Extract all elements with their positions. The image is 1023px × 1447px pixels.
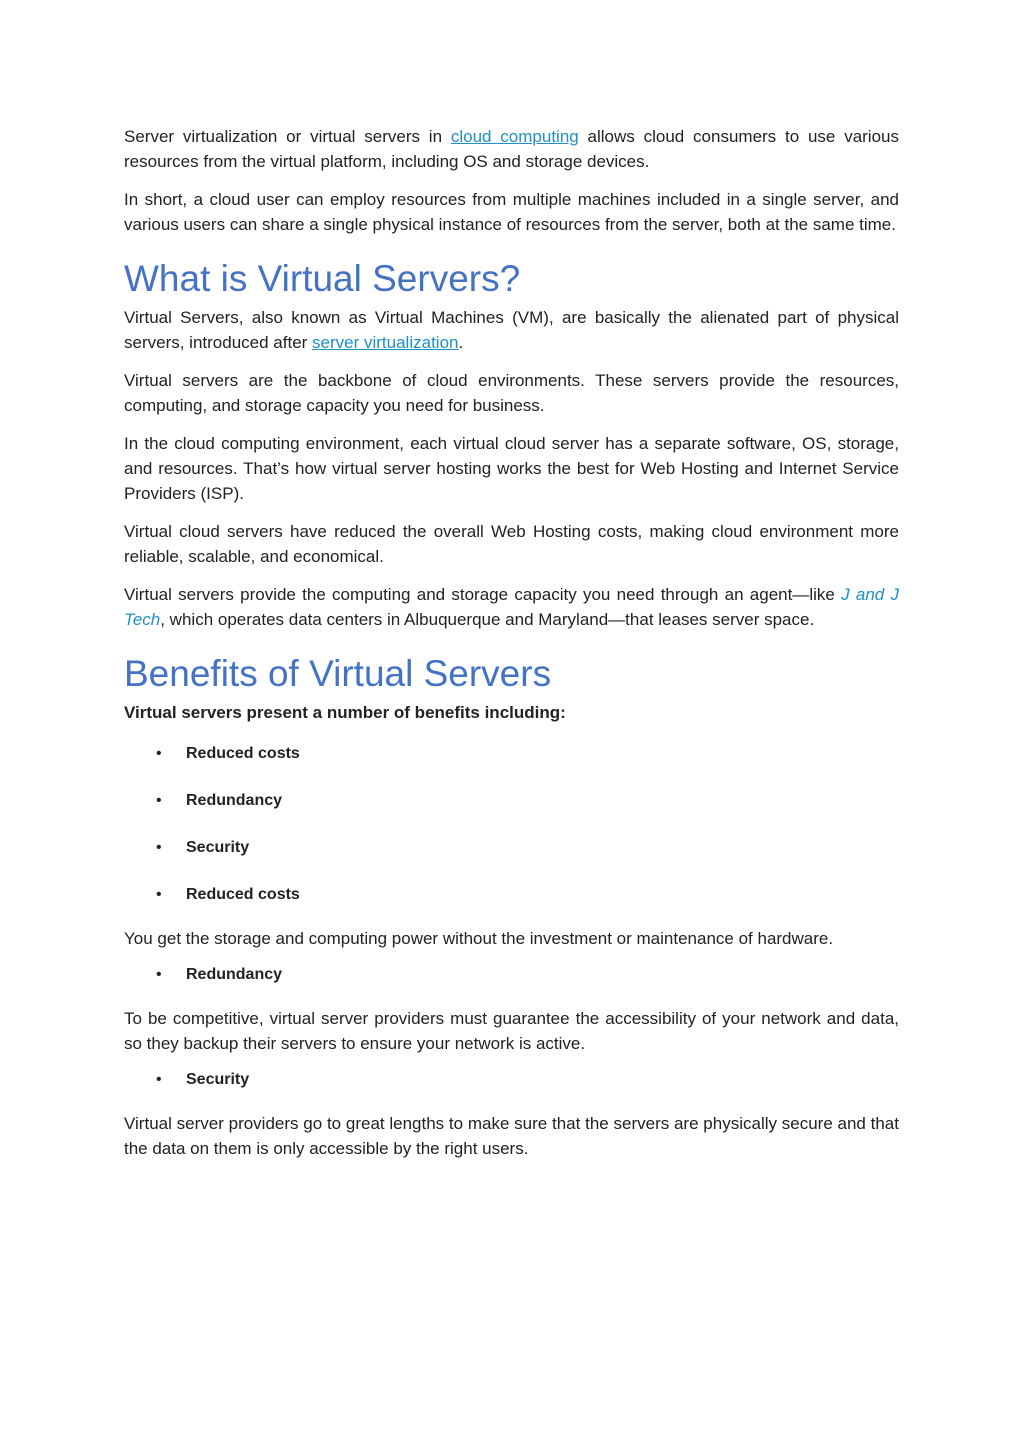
benefits-intro: Virtual servers present a number of benefits including: [124,703,566,722]
list-item [124,743,899,765]
bullet-icon: • [156,966,162,983]
server-virtualization-link[interactable]: server virtualization [312,333,459,352]
section1-paragraph-1 [124,305,899,355]
bullet-icon: • [156,839,162,856]
bullet-icon: • [156,745,162,762]
security-list [124,1069,899,1091]
text-span: Virtual servers provide the computing and storage capacity you need through an agent—like [124,585,842,604]
text-span: , which operates data centers in Albuquerque and Maryland—that leases server space. [160,610,815,629]
list-item [124,964,899,986]
intro-paragraph-2: In short, a cloud user can employ resources from multiple machines included in a single server, and various users can share a single physical instance of resources from the server, both at the same time. [124,190,899,234]
section-heading-what-is: What is Virtual Servers? [124,258,521,299]
text-span: allows cloud consumers to use various resources from the virtual platform, including OS and storage devices. [124,127,899,171]
list-item [124,837,899,859]
list-item-label: Reduced costs [186,745,300,762]
intro-paragraph-1 [124,124,899,174]
section1-paragraph-5 [124,582,899,632]
cloud-computing-link[interactable]: cloud computing [450,127,579,146]
bullet-icon: • [156,1071,162,1088]
section1-paragraph-2: Virtual servers are the backbone of cloud environments. These servers provide the resources, computing, and storage capacity you need for business. [124,371,899,415]
bullet-icon: • [156,886,162,903]
text-span: . [458,333,464,352]
section1-paragraph-3: In the cloud computing environment, each virtual cloud server has a separate software, OS, storage, and resources. That’s how virtual server hosting works the best for Web Hosting and Internet Service Providers (ISP). [124,434,899,503]
section1-paragraph-4: Virtual cloud servers have reduced the overall Web Hosting costs, making cloud environment more reliable, scalable, and economical. [124,522,899,566]
costs-paragraph: You get the storage and computing power without the investment or maintenance of hardware. [124,929,834,948]
list-item [124,884,899,906]
text-span: Virtual Servers, also known as Virtual Machines (VM), are basically the alienated part of physical servers, introduced after [124,308,899,352]
list-item-label: Redundancy [186,792,283,809]
benefits-list [124,743,899,906]
redundancy-list [124,964,899,986]
list-item-label: Reduced costs [186,886,300,903]
list-item [124,790,899,812]
list-item-label: Security [186,1071,250,1088]
document-page [124,124,899,1174]
list-item-label: Security [186,839,250,856]
list-item-label: Redundancy [186,966,283,983]
section-heading-benefits: Benefits of Virtual Servers [124,653,552,694]
list-item [124,1069,899,1091]
j-and-j-tech-link[interactable]: J and J Tech [124,585,899,629]
text-span: Server virtualization or virtual servers in [124,127,451,146]
bullet-icon: • [156,792,162,809]
security-paragraph: Virtual server providers go to great lengths to make sure that the servers are physically secure and that the data on them is only accessible by the right users. [124,1114,899,1158]
redundancy-paragraph: To be competitive, virtual server providers must guarantee the accessibility of your network and data, so they backup their servers to ensure your network is active. [124,1009,899,1053]
